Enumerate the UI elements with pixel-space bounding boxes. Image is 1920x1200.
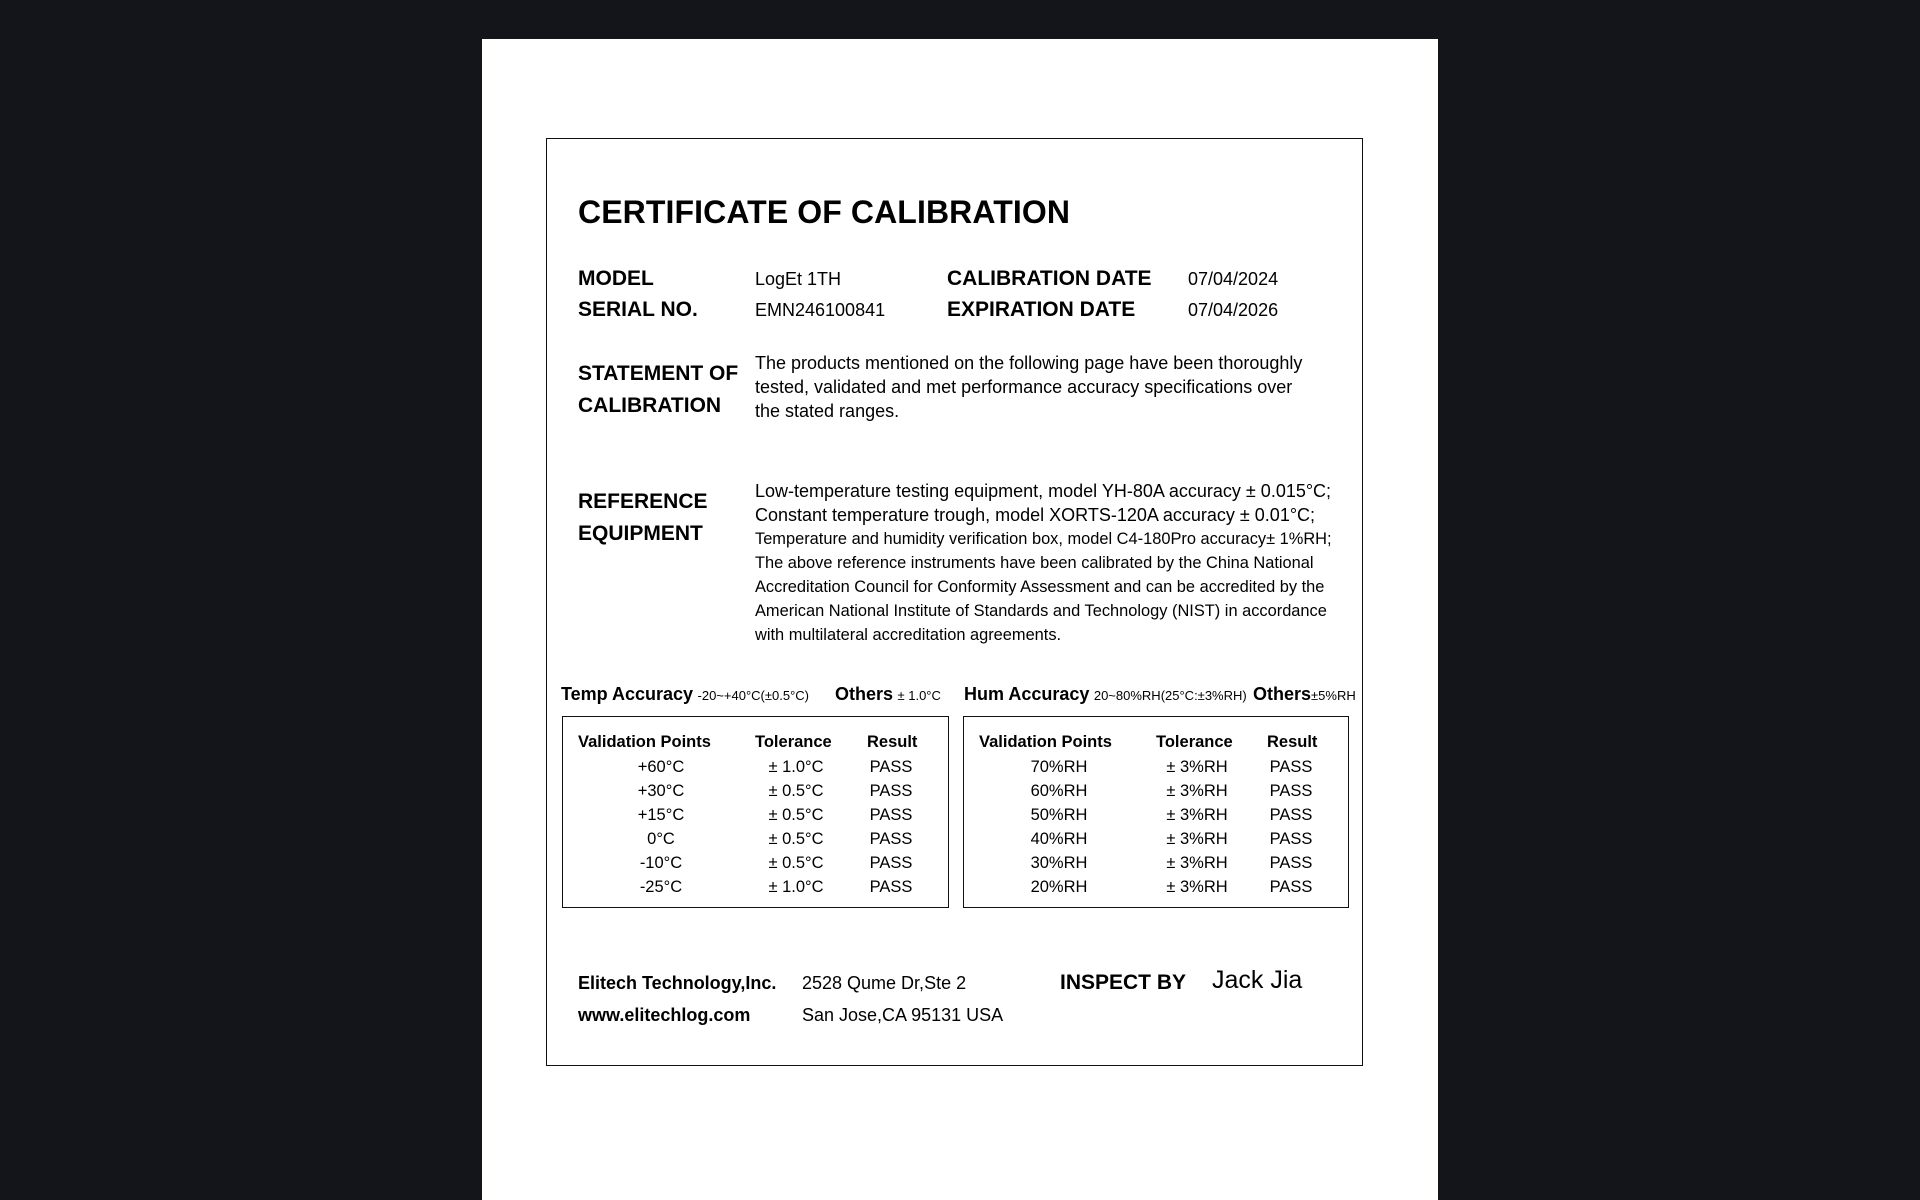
serial-value: EMN246100841 xyxy=(755,300,886,320)
temp-cell-point: +15°C xyxy=(637,806,685,824)
model-value: LogEt 1TH xyxy=(755,269,842,289)
temp-cell-tolerance: ± 0.5°C xyxy=(768,830,824,848)
hum-cell-point: 60%RH xyxy=(1030,782,1088,800)
hum-cell-point: 30%RH xyxy=(1030,854,1088,872)
calibration-date-label: CALIBRATION DATE xyxy=(947,267,1152,290)
statement-label-line2: CALIBRATION xyxy=(578,394,722,417)
reference-line: American National Institute of Standards and Technology (NIST) in accordance xyxy=(755,602,1327,620)
statement-label-line1: STATEMENT OF xyxy=(578,362,739,385)
hum-cell-result: PASS xyxy=(1269,758,1313,776)
statement-line: The products mentioned on the following page have been thoroughly xyxy=(755,353,1303,373)
hum-accuracy-label: Hum Accuracy xyxy=(964,684,1090,704)
temp-cell-result: PASS xyxy=(869,854,913,872)
company-name: Elitech Technology,Inc. xyxy=(578,973,777,993)
calibration-date-value: 07/04/2024 xyxy=(1188,269,1279,289)
temp-header-result: Result xyxy=(867,733,918,751)
temp-cell-result: PASS xyxy=(869,878,913,896)
hum-others-label: Others xyxy=(1253,684,1312,704)
hum-accuracy-heading xyxy=(964,685,1247,704)
temp-cell-point: +60°C xyxy=(637,758,685,776)
temp-others-value: ± 1.0°C xyxy=(897,688,941,703)
hum-header-result: Result xyxy=(1267,733,1318,751)
hum-cell-tolerance: ± 3%RH xyxy=(1166,878,1228,896)
temp-cell-point: -10°C xyxy=(639,854,683,872)
hum-cell-result: PASS xyxy=(1269,878,1313,896)
hum-cell-result: PASS xyxy=(1269,782,1313,800)
temp-validation-table xyxy=(562,716,949,908)
reference-text xyxy=(755,479,1332,647)
hum-cell-point: 20%RH xyxy=(1030,878,1088,896)
reference-label-line2: EQUIPMENT xyxy=(578,522,703,545)
reference-label-line1: REFERENCE xyxy=(578,490,708,513)
temp-cell-result: PASS xyxy=(869,830,913,848)
hum-cell-tolerance: ± 3%RH xyxy=(1166,806,1228,824)
document-page xyxy=(482,39,1438,1200)
temp-cell-result: PASS xyxy=(869,758,913,776)
hum-cell-point: 50%RH xyxy=(1030,806,1088,824)
reference-line: Temperature and humidity verification box, model C4-180Pro accuracy± 1%RH; xyxy=(755,530,1332,548)
hum-cell-tolerance: ± 3%RH xyxy=(1166,854,1228,872)
address-line1: 2528 Qume Dr,Ste 2 xyxy=(802,973,967,993)
reference-line: Low-temperature testing equipment, model YH-80A accuracy ± 0.015°C; xyxy=(755,481,1332,501)
reference-line: Constant temperature trough, model XORTS-120A accuracy ± 0.01°C; xyxy=(755,505,1316,525)
hum-cell-point: 40%RH xyxy=(1030,830,1088,848)
temp-cell-tolerance: ± 0.5°C xyxy=(768,806,824,824)
hum-cell-tolerance: ± 3%RH xyxy=(1166,830,1228,848)
temp-cell-point: -25°C xyxy=(639,878,683,896)
company-website[interactable]: www.elitechlog.com xyxy=(578,1005,751,1025)
temp-others-heading xyxy=(835,685,941,704)
temp-cell-tolerance: ± 0.5°C xyxy=(768,854,824,872)
temp-header-tolerance: Tolerance xyxy=(755,733,832,751)
temp-cell-point: 0°C xyxy=(647,830,675,848)
inspector-name: Jack Jia xyxy=(1212,966,1303,994)
reference-line: The above reference instruments have been calibrated by the China National xyxy=(755,554,1314,572)
statement-line: the stated ranges. xyxy=(755,401,900,421)
expiration-date-value: 07/04/2026 xyxy=(1188,300,1279,320)
temp-cell-tolerance: ± 1.0°C xyxy=(768,878,824,896)
temp-others-label: Others xyxy=(835,684,894,704)
temp-cell-point: +30°C xyxy=(637,782,685,800)
temp-accuracy-heading xyxy=(561,685,809,704)
address-line2: San Jose,CA 95131 USA xyxy=(802,1005,1004,1025)
hum-cell-tolerance: ± 3%RH xyxy=(1166,782,1228,800)
hum-cell-result: PASS xyxy=(1269,830,1313,848)
temp-cell-tolerance: ± 0.5°C xyxy=(768,782,824,800)
hum-cell-result: PASS xyxy=(1269,854,1313,872)
temp-cell-result: PASS xyxy=(869,806,913,824)
hum-cell-result: PASS xyxy=(1269,806,1313,824)
reference-line: Accreditation Council for Conformity Assessment and can be accredited by the xyxy=(755,578,1325,596)
statement-line: tested, validated and met performance accuracy specifications over xyxy=(755,377,1293,397)
hum-cell-tolerance: ± 3%RH xyxy=(1166,758,1228,776)
hum-validation-table xyxy=(963,716,1349,908)
statement-text xyxy=(755,351,1302,423)
hum-header-validation-points: Validation Points xyxy=(979,733,1112,751)
inspect-by-label: INSPECT BY xyxy=(1060,971,1187,994)
hum-cell-point: 70%RH xyxy=(1030,758,1088,776)
hum-others-heading xyxy=(1253,685,1356,704)
temp-accuracy-label: Temp Accuracy xyxy=(561,684,694,704)
temp-accuracy-range: -20~+40°C(±0.5°C) xyxy=(697,688,809,703)
hum-header-tolerance: Tolerance xyxy=(1156,733,1233,751)
temp-header-validation-points: Validation Points xyxy=(578,733,711,751)
hum-accuracy-range: 20~80%RH(25°C:±3%RH) xyxy=(1093,688,1247,703)
page-title: CERTIFICATE OF CALIBRATION xyxy=(578,194,1071,230)
model-label: MODEL xyxy=(578,267,654,290)
serial-label: SERIAL NO. xyxy=(578,298,698,321)
temp-cell-result: PASS xyxy=(869,782,913,800)
reference-line: with multilateral accreditation agreements. xyxy=(755,626,1062,644)
hum-others-value: ±5%RH xyxy=(1311,688,1356,703)
expiration-date-label: EXPIRATION DATE xyxy=(947,298,1136,321)
temp-cell-tolerance: ± 1.0°C xyxy=(768,758,824,776)
